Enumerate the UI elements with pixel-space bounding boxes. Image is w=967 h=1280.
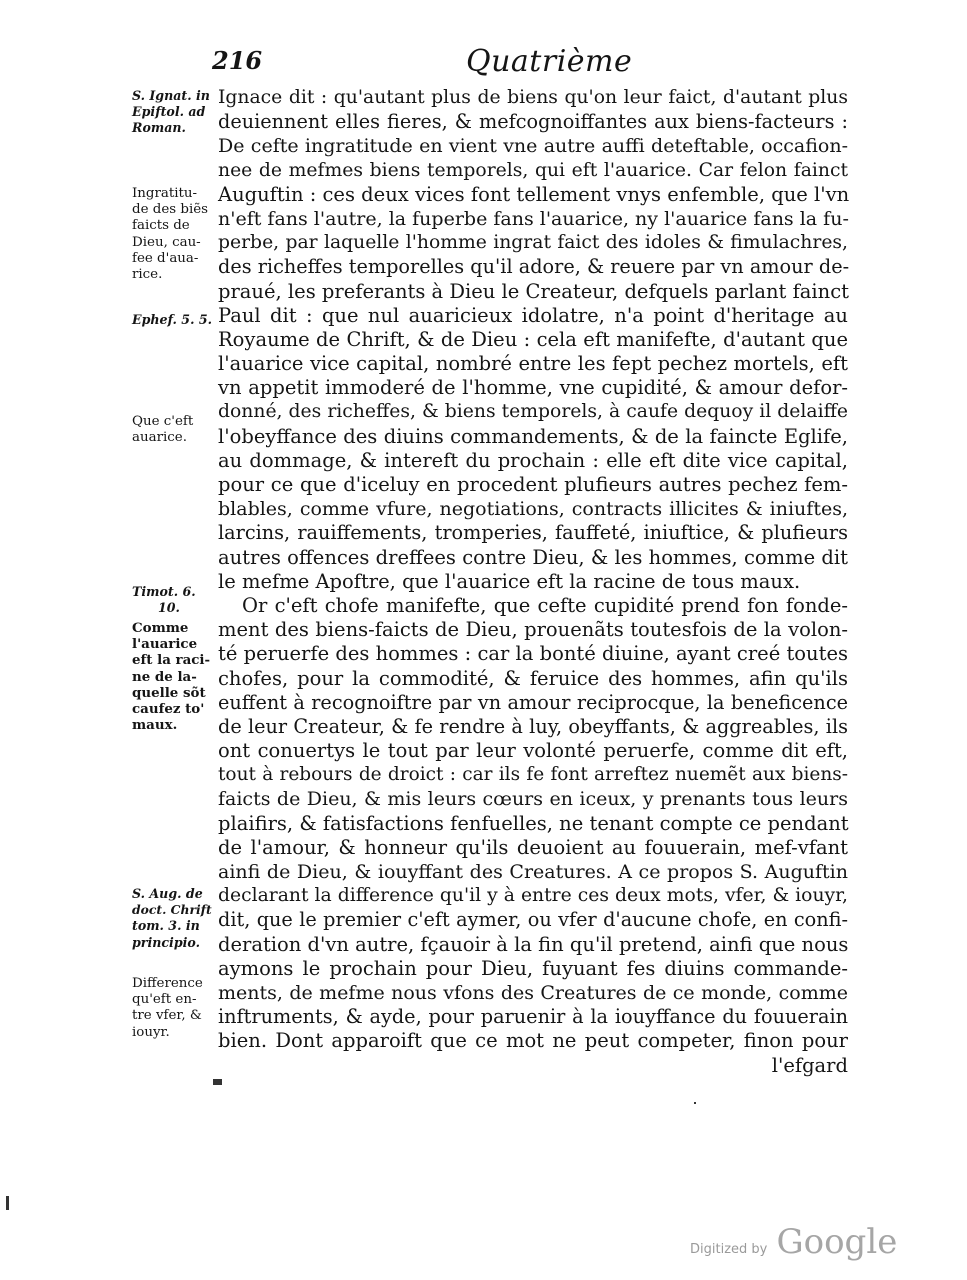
margin-note-line: tre vfer, & (132, 1008, 202, 1024)
text-line: ment des biens-faicts de Dieu, prouenãts toutesfois de la volon- (218, 618, 848, 642)
text-line: des richeffes temporelles qu'il adore, & reuere par vn amour de- (218, 255, 850, 279)
text-line: vn appetit immoderé de l'homme, vne cupidité, & amour defor- (218, 376, 848, 400)
text-line: autres offences dreffees contre Dieu, & les hommes, comme dit (218, 545, 848, 569)
text-line: pour ce que d'iceluy en procedent plufieurs autres pechez fem- (218, 473, 848, 496)
text-line: bien. Dont apparoift que ce mot ne peut competer, finon pour (218, 1029, 848, 1053)
text-line: donné, des richeffes, & biens temporels, à caufe dequoy il delaiffe (218, 401, 848, 423)
text-line: De cefte ingratitude en vient vne autre auffi deteftable, occafion- (218, 135, 848, 158)
text-line: Or c'eft chofe manifefte, que cefte cupidité prend fon fonde- (242, 593, 848, 617)
catchword: l'efgard (771, 1053, 848, 1077)
margin-note-line: Roman. (132, 120, 186, 136)
margin-note-augustine (132, 886, 210, 951)
text-line: deration d'vn autre, fçauoir à la fin qu'il pretend, ainfi que nous (218, 932, 849, 956)
margin-note-ignatius (132, 88, 210, 137)
text-line: ainfi de Dieu, & iouyffant des Creatures. A ce propos S. Auguftin (218, 861, 848, 883)
text-line: deuiennent elles fieres, & mefcognoiffantes aux biens-facteurs : (218, 110, 848, 134)
running-title: Quatrième (466, 44, 633, 79)
margin-note-line: S. Aug. de (132, 886, 203, 901)
text-line: inftruments, & ayde, pour paruenir à la iouyffance du fouuerain (218, 1005, 848, 1029)
text-line: praué, les preferants à Dieu le Createur, defquels parlant fainct (218, 279, 849, 303)
margin-note-line: maux. (132, 717, 178, 734)
margin-note-line: Que c'eft (132, 414, 194, 429)
margin-note-root-of-evils (132, 620, 210, 733)
text-line: le mefme Apoftre, que l'auarice eft la racine de tous maux. (218, 569, 801, 593)
margin-note-line: Difference (132, 976, 203, 991)
watermark-prefix: Digitized by (690, 1242, 768, 1257)
text-line: euffent à recognoiftre par vn amour reciprocque, la beneficence (218, 690, 848, 714)
scan-speck (694, 1102, 696, 1104)
text-line: chofes, pour la commodité, & feruice des hommes, afin qu'ils (218, 666, 848, 690)
text-line: perbe, par laquelle l'homme ingrat faict des idoles & fimulachres, (218, 232, 848, 254)
text-line: ments, de mefme nous vfons des Creatures de ce monde, comme (218, 981, 848, 1004)
margin-note-line: l'auarice (132, 636, 198, 653)
margin-note-difference (132, 976, 210, 1041)
margin-note-avarice (132, 414, 210, 446)
margin-note-line: caufez to' (132, 701, 205, 718)
text-line: blables, comme vfure, negotiations, contracts illicites & iniuftes, (218, 498, 848, 521)
margin-note-timothy (132, 584, 210, 616)
text-line: de leur Createur, & fe rendre à luy, obeyffants, & aggreables, ils (218, 714, 848, 738)
margin-note-line: iouyr. (132, 1024, 170, 1040)
main-text-block (218, 86, 848, 1078)
text-line: Paul dit : que nul auaricieux idolatre, n'a point d'heritage au (218, 303, 848, 327)
margin-note-line: tom. 3. in (132, 918, 200, 934)
margin-note-line: Ingratitu- (132, 186, 198, 201)
margin-note-line: Comme (132, 620, 189, 636)
margin-note-line: Timot. 6. (132, 584, 196, 599)
margin-note-line: quelle sõt (132, 684, 206, 701)
margin-note-line: 10. (158, 600, 180, 616)
margin-note-line: faicts de (132, 218, 190, 234)
margin-note-line: Ephef. 5. 5. (132, 312, 212, 327)
margin-note-line: S. Ignat. in (132, 88, 210, 103)
text-line: tout à rebours de droict : car ils fe font arreftez nuemẽt aux biens- (218, 764, 848, 786)
text-line: plaifirs, & fatisfactions fenfuelles, ne tenant compte ce pendant (218, 811, 849, 835)
text-line: larcins, rauiffements, tromperies, fauffeté, iniuftice, & plufieurs (218, 521, 848, 545)
margin-note-line: de des biẽs (132, 202, 209, 218)
text-line: au dommage, & intereft du prochain : elle eft dite vice capital, (218, 448, 848, 472)
text-line: dit, que le premier c'eft aymer, ou vfer d'aucune chofe, en confi- (218, 908, 848, 932)
watermark-brand-logo: Google (776, 1222, 898, 1262)
scan-speck (6, 1196, 9, 1210)
margin-note-ephesians (132, 312, 210, 328)
margin-note-ingratitude (132, 186, 210, 283)
margin-note-line: ne de la- (132, 668, 197, 685)
text-line: de l'amour, & honneur qu'ils deuoient au fouuerain, mef-vfant (218, 835, 848, 859)
margin-note-line: auarice. (132, 430, 187, 446)
text-line: ont conuertys le tout par leur volonté peruerfe, comme dit eft, (218, 739, 848, 763)
text-line: té peruerfe des hommes : car la bonté diuine, ayant creé toutes (218, 642, 848, 666)
margin-note-line: fee d'aua- (132, 250, 199, 266)
text-line: nee de mefmes biens temporels, qui eft l'auarice. Car felon fainct (218, 159, 848, 181)
text-line: aymons le prochain pour Dieu, fuyuant fes diuins commande- (218, 956, 848, 980)
page-number: 216 (212, 46, 263, 75)
margin-note-line: Dieu, cau- (132, 234, 201, 250)
text-line: Auguftin : ces deux vices font tellement vnys enfemble, que l'vn (218, 182, 850, 206)
margin-note-line: rice. (132, 267, 163, 283)
text-line: faicts de Dieu, & mis leurs cœurs en iceux, y prenants tous leurs (218, 788, 848, 811)
margin-note-line: principio. (132, 934, 200, 950)
margin-note-line: eft la raci- (132, 652, 211, 669)
text-line: Ignace dit : qu'autant plus de biens qu'on leur faict, d'autant plus (218, 87, 848, 108)
text-line: n'eft fans l'autre, la fuperbe fans l'auarice, ny l'auarice fans la fu- (218, 207, 849, 230)
text-line: l'obeyffance des diuins commandements, & de la faincte Eglife, (218, 424, 848, 448)
digitized-watermark (690, 1222, 897, 1262)
margin-note-line: Epiftol. ad (132, 104, 206, 120)
text-line: declarant la difference qu'il y à entre ces deux mots, vfer, & iouyr, (218, 885, 848, 907)
text-line: Royaume de Chrift, & de Dieu : cela eft manifefte, d'autant que (218, 327, 848, 351)
margin-note-line: qu'eft en- (132, 992, 197, 1008)
text-line: l'auarice vice capital, nombré entre les fept pechez mortels, eft (218, 352, 848, 376)
margin-note-line: doct. Chrift (132, 902, 212, 918)
scan-speck (213, 1079, 222, 1085)
